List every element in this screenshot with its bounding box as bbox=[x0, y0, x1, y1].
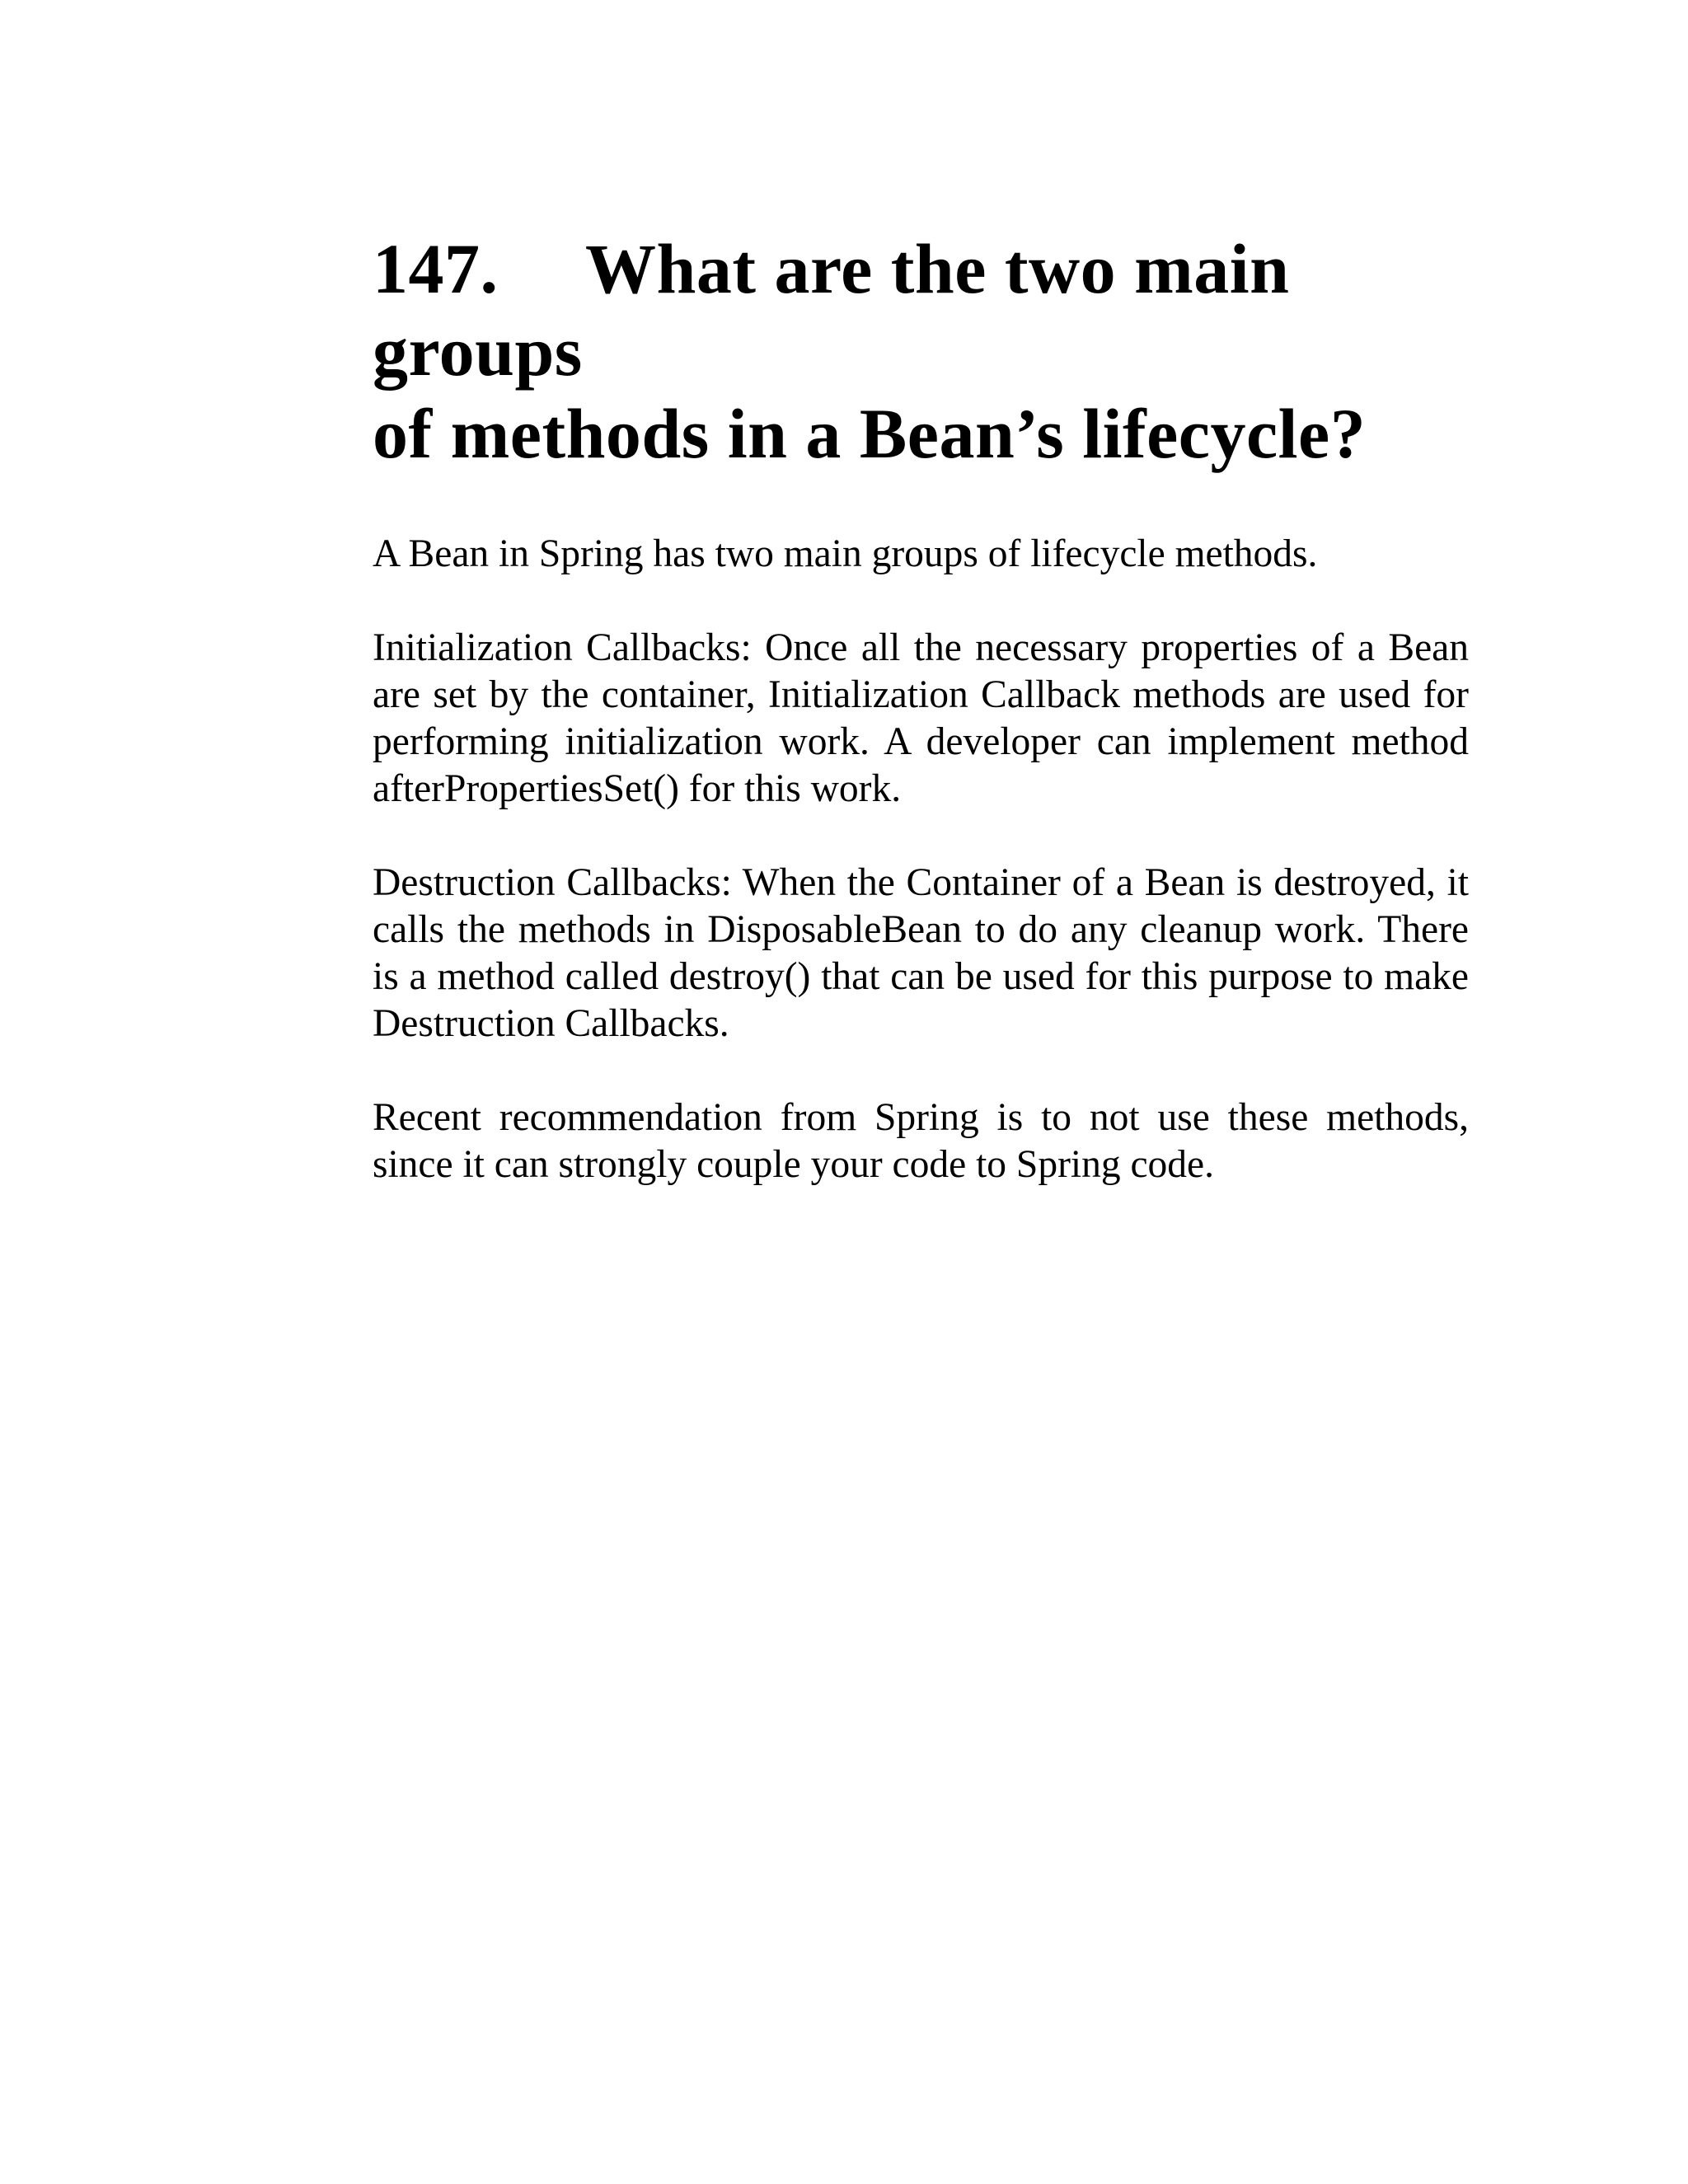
page-content bbox=[373, 227, 1469, 1188]
recommendation-paragraph: Recent recommendation from Spring is to not use these methods, since it can strongly couple your code to Spring code. bbox=[373, 1096, 1469, 1186]
question-title-line-1: What are the two main groups bbox=[373, 229, 1290, 391]
question-heading bbox=[373, 227, 1469, 475]
question-title-line-2: of methods in a Bean’s lifecycle? bbox=[373, 394, 1367, 473]
question-number: 147. bbox=[373, 229, 499, 308]
intro-paragraph: A Bean in Spring has two main groups of lifecycle methods. bbox=[373, 532, 1318, 575]
destruction-callbacks-paragraph: Destruction Callbacks: When the Container of a Bean is destroyed, it calls the methods in DisposableBean to do any cleanup work. There is a method called destroy() that can be used for this purpose to make Destruction Callbacks. bbox=[373, 861, 1469, 1045]
initialization-callbacks-paragraph: Initialization Callbacks: Once all the necessary properties of a Bean are set by the container, Initialization Callback methods are used for performing initialization work. A developer can implement method afterPropertiesSet() for this work. bbox=[373, 626, 1469, 810]
